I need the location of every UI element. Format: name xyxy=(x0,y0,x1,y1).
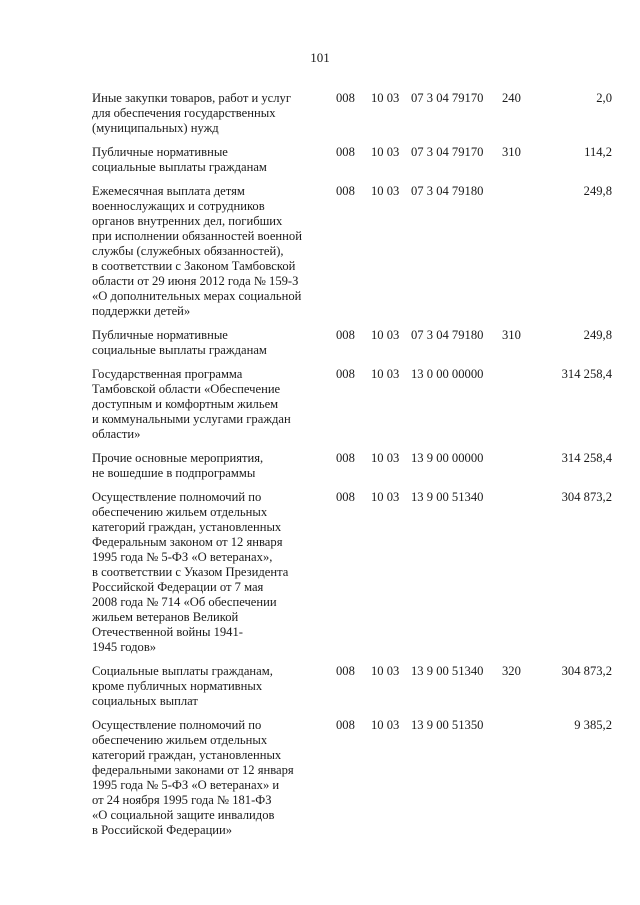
target-article-code: 13 9 00 00000 xyxy=(411,451,484,465)
row-name: Государственная программа Тамбовской области «Обеспечение доступным и комфортным жильем и коммунальными услугами граждан области» xyxy=(92,367,291,441)
row-name: Социальные выплаты гражданам, кроме публичных нормативных социальных выплат xyxy=(92,664,273,708)
target-article-code: 13 9 00 51340 xyxy=(411,664,484,678)
expense-type-code: 310 xyxy=(502,328,521,342)
table-row xyxy=(92,490,612,655)
department-code: 008 xyxy=(336,328,355,342)
amount-value: 2,0 xyxy=(596,91,612,105)
section-code: 10 03 xyxy=(371,664,400,678)
amount-value: 9 385,2 xyxy=(574,718,612,732)
table-row xyxy=(92,184,612,319)
amount-value: 249,8 xyxy=(583,184,612,198)
table-row xyxy=(92,718,612,838)
row-name: Публичные нормативные социальные выплаты гражданам xyxy=(92,145,267,174)
row-name: Осуществление полномочий по обеспечению жильем отдельных категорий граждан, установленных Федеральным законом от 12 января 1995 года № 5-ФЗ «О ветеранах», в соответствии с Указом Президента Российской Федерации от 7 мая 2008 года № 714 «Об обеспечении жильем ветеранов Великой Отечественной войны 1941- 1945 годов» xyxy=(92,490,289,654)
department-code: 008 xyxy=(336,664,355,678)
table-row xyxy=(92,451,612,481)
target-article-code: 13 0 00 00000 xyxy=(411,367,484,381)
target-article-code: 13 9 00 51340 xyxy=(411,490,484,504)
expense-type-code: 320 xyxy=(502,664,521,678)
department-code: 008 xyxy=(336,367,355,381)
target-article-code: 07 3 04 79180 xyxy=(411,328,484,342)
department-code: 008 xyxy=(336,451,355,465)
expense-type-code: 240 xyxy=(502,91,521,105)
section-code: 10 03 xyxy=(371,490,400,504)
department-code: 008 xyxy=(336,91,355,105)
section-code: 10 03 xyxy=(371,451,400,465)
amount-value: 114,2 xyxy=(584,145,612,159)
table-row xyxy=(92,367,612,442)
table-row xyxy=(92,328,612,358)
table-row xyxy=(92,91,612,136)
target-article-code: 07 3 04 79170 xyxy=(411,91,484,105)
section-code: 10 03 xyxy=(371,184,400,198)
row-name: Прочие основные мероприятия, не вошедшие в подпрограммы xyxy=(92,451,264,480)
section-code: 10 03 xyxy=(371,145,400,159)
budget-table xyxy=(92,91,612,847)
expense-type-code: 310 xyxy=(502,145,521,159)
department-code: 008 xyxy=(336,145,355,159)
row-name: Публичные нормативные социальные выплаты гражданам xyxy=(92,328,267,357)
target-article-code: 13 9 00 51350 xyxy=(411,718,484,732)
row-name: Ежемесячная выплата детям военнослужащих и сотрудников органов внутренних дел, погибших при исполнении обязанностей военной службы (служебных обязанностей), в соответствии с Законом Тамбовской области от 29 июня 2012 года № 159-З «О дополнительных мерах социальной поддержки детей» xyxy=(92,184,302,318)
section-code: 10 03 xyxy=(371,718,400,732)
amount-value: 304 873,2 xyxy=(561,664,612,678)
table-row xyxy=(92,664,612,709)
section-code: 10 03 xyxy=(371,91,400,105)
page-number: 101 xyxy=(310,50,330,65)
target-article-code: 07 3 04 79170 xyxy=(411,145,484,159)
row-name: Иные закупки товаров, работ и услуг для обеспечения государственных (муниципальных) нужд xyxy=(92,91,292,135)
department-code: 008 xyxy=(336,184,355,198)
row-name: Осуществление полномочий по обеспечению жильем отдельных категорий граждан, установленных федеральными законами от 12 января 1995 года № 5-ФЗ «О ветеранах» и от 24 ноября 1995 года № 181-ФЗ «О социальной защите инвалидов в Российской Федерации» xyxy=(92,718,294,837)
section-code: 10 03 xyxy=(371,328,400,342)
amount-value: 249,8 xyxy=(583,328,612,342)
department-code: 008 xyxy=(336,490,355,504)
section-code: 10 03 xyxy=(371,367,400,381)
target-article-code: 07 3 04 79180 xyxy=(411,184,484,198)
amount-value: 314 258,4 xyxy=(561,367,612,381)
table-row xyxy=(92,145,612,175)
amount-value: 304 873,2 xyxy=(561,490,612,504)
department-code: 008 xyxy=(336,718,355,732)
amount-value: 314 258,4 xyxy=(561,451,612,465)
